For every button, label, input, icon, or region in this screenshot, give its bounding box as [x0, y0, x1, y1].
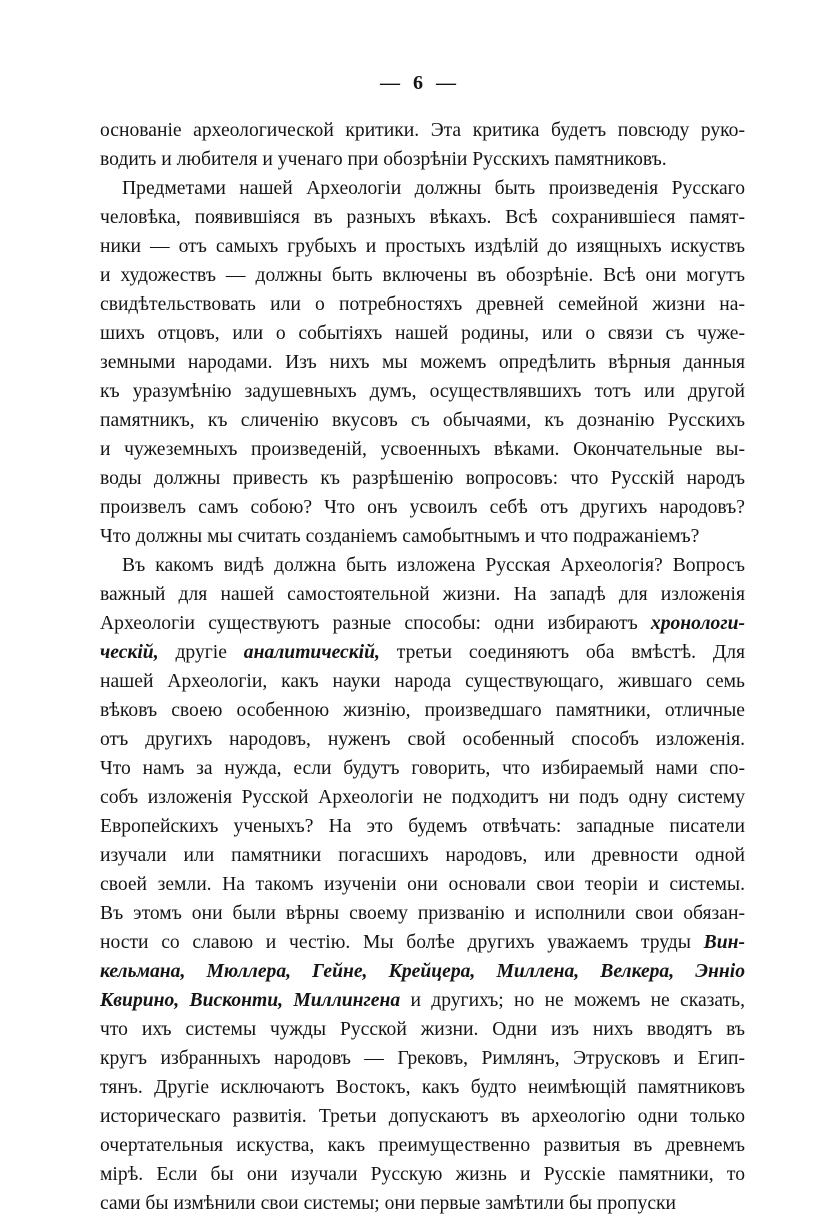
text-line: вѣковъ своею особенною жизнію, произведшаго памятники, отличные [100, 700, 745, 721]
text-line: своей земли. На такомъ изученіи они основали свои теоріи и системы. [100, 874, 745, 895]
text-line: и художествъ — должны быть включены въ обозрѣніе. Всѣ они могутъ [100, 265, 745, 286]
text-line: человѣка, появившіяся въ разныхъ вѣкахъ. Всѣ сохранившіеся памят- [100, 207, 745, 228]
text-line: Что должны мы считать созданіемъ самобытнымъ и что подражаніемъ? [100, 526, 700, 547]
text-line: ческій, другіе аналитическій, третьи соединяютъ оба вмѣстѣ. Для [100, 642, 745, 663]
text-line: Въ какомъ видѣ должна быть изложена Русская Археологія? Вопросъ [122, 555, 745, 576]
text-line: ники — отъ самыхъ грубыхъ и простыхъ издѣлій до изящныхъ искуствъ [100, 236, 745, 257]
text-line: изучали или памятники погасшихъ народовъ, или древности одной [100, 845, 745, 866]
paragraph [100, 551, 745, 1218]
text-line: ности со славою и честію. Мы болѣе другихъ уважаемъ труды Вин- [100, 932, 745, 953]
text-line: памятникъ, къ сличенію вкусовъ съ обычаями, къ дознанію Русскихъ [100, 410, 745, 431]
text-line: что ихъ системы чужды Русской жизни. Одни изъ нихъ вводятъ въ [100, 1019, 745, 1040]
text-line: Предметами нашей Археологіи должны быть произведенія Русскаго [122, 178, 745, 199]
text-line: Что намъ за нужда, если будутъ говорить, что избираемый нами спо- [100, 758, 745, 779]
paragraph [100, 116, 745, 174]
text-line: очертательныя искуства, какъ преимущественно развитыя въ древнемъ [100, 1135, 745, 1156]
text-line: свидѣтельствовать или о потребностяхъ древней семейной жизни на- [100, 294, 745, 315]
text-line: собъ изложенія Русской Археологіи не подходитъ ни подъ одну систему [100, 787, 745, 808]
text-line: и чужеземныхъ произведеній, усвоенныхъ вѣками. Окончательные вы- [100, 439, 745, 460]
text-line: водить и любителя и ученаго при обозрѣніи Русскихъ памятниковъ. [100, 149, 667, 170]
text-line: отъ другихъ народовъ, нуженъ свой особенный способъ изложенія. [100, 729, 745, 750]
body-text [100, 116, 745, 1218]
paragraph [100, 174, 745, 551]
text-line: Европейскихъ ученыхъ? На это будемъ отвѣчать: западные писатели [100, 816, 745, 837]
text-line: сами бы измѣнили свои системы; они первые замѣтили бы пропуски [100, 1193, 677, 1214]
text-line: основаніе археологической критики. Эта критика будетъ повсюду руко- [100, 120, 745, 141]
text-line: Археологіи существуютъ разные способы: одни избираютъ хронологи- [100, 613, 745, 634]
text-line: къ уразумѣнію задушевныхъ думъ, осуществлявшихъ тотъ или другой [100, 381, 745, 402]
text-line: тянъ. Другіе исключаютъ Востокъ, какъ будто неимѣющій памятниковъ [100, 1077, 745, 1098]
text-line: Въ этомъ они были вѣрны своему призванію и исполнили свои обязан- [100, 903, 745, 924]
text-line: нашей Археологіи, какъ науки народа существующаго, жившаго семь [100, 671, 745, 692]
text-line: Квирино, Висконти, Миллингена и другихъ; но не можемъ не сказать, [100, 990, 745, 1011]
text-line: мірѣ. Если бы они изучали Русскую жизнь и Русскіе памятники, то [100, 1164, 745, 1185]
text-line: кельмана, Мюллера, Гейне, Крейцера, Миллена, Велкера, Энніо [100, 961, 745, 982]
text-line: историческаго развитія. Третьи допускаютъ въ археологію одни только [100, 1106, 745, 1127]
text-line: шихъ отцовъ, или о событіяхъ нашей родины, или о связи съ чуже- [100, 323, 745, 344]
text-line: земными народами. Изъ нихъ мы можемъ опредѣлить вѣрныя данныя [100, 352, 745, 373]
text-line: кругъ избранныхъ народовъ — Грековъ, Римлянъ, Этрусковъ и Егип- [100, 1048, 745, 1069]
text-line: важный для нашей самостоятельной жизни. На западѣ для изложенія [100, 584, 745, 605]
page-number: — 6 — [380, 72, 460, 94]
text-line: произвелъ самъ собою? Что онъ усвоилъ себѣ отъ другихъ народовъ? [100, 497, 745, 518]
text-line: воды должны привесть къ разрѣшенію вопросовъ: что Русскій народъ [100, 468, 745, 489]
